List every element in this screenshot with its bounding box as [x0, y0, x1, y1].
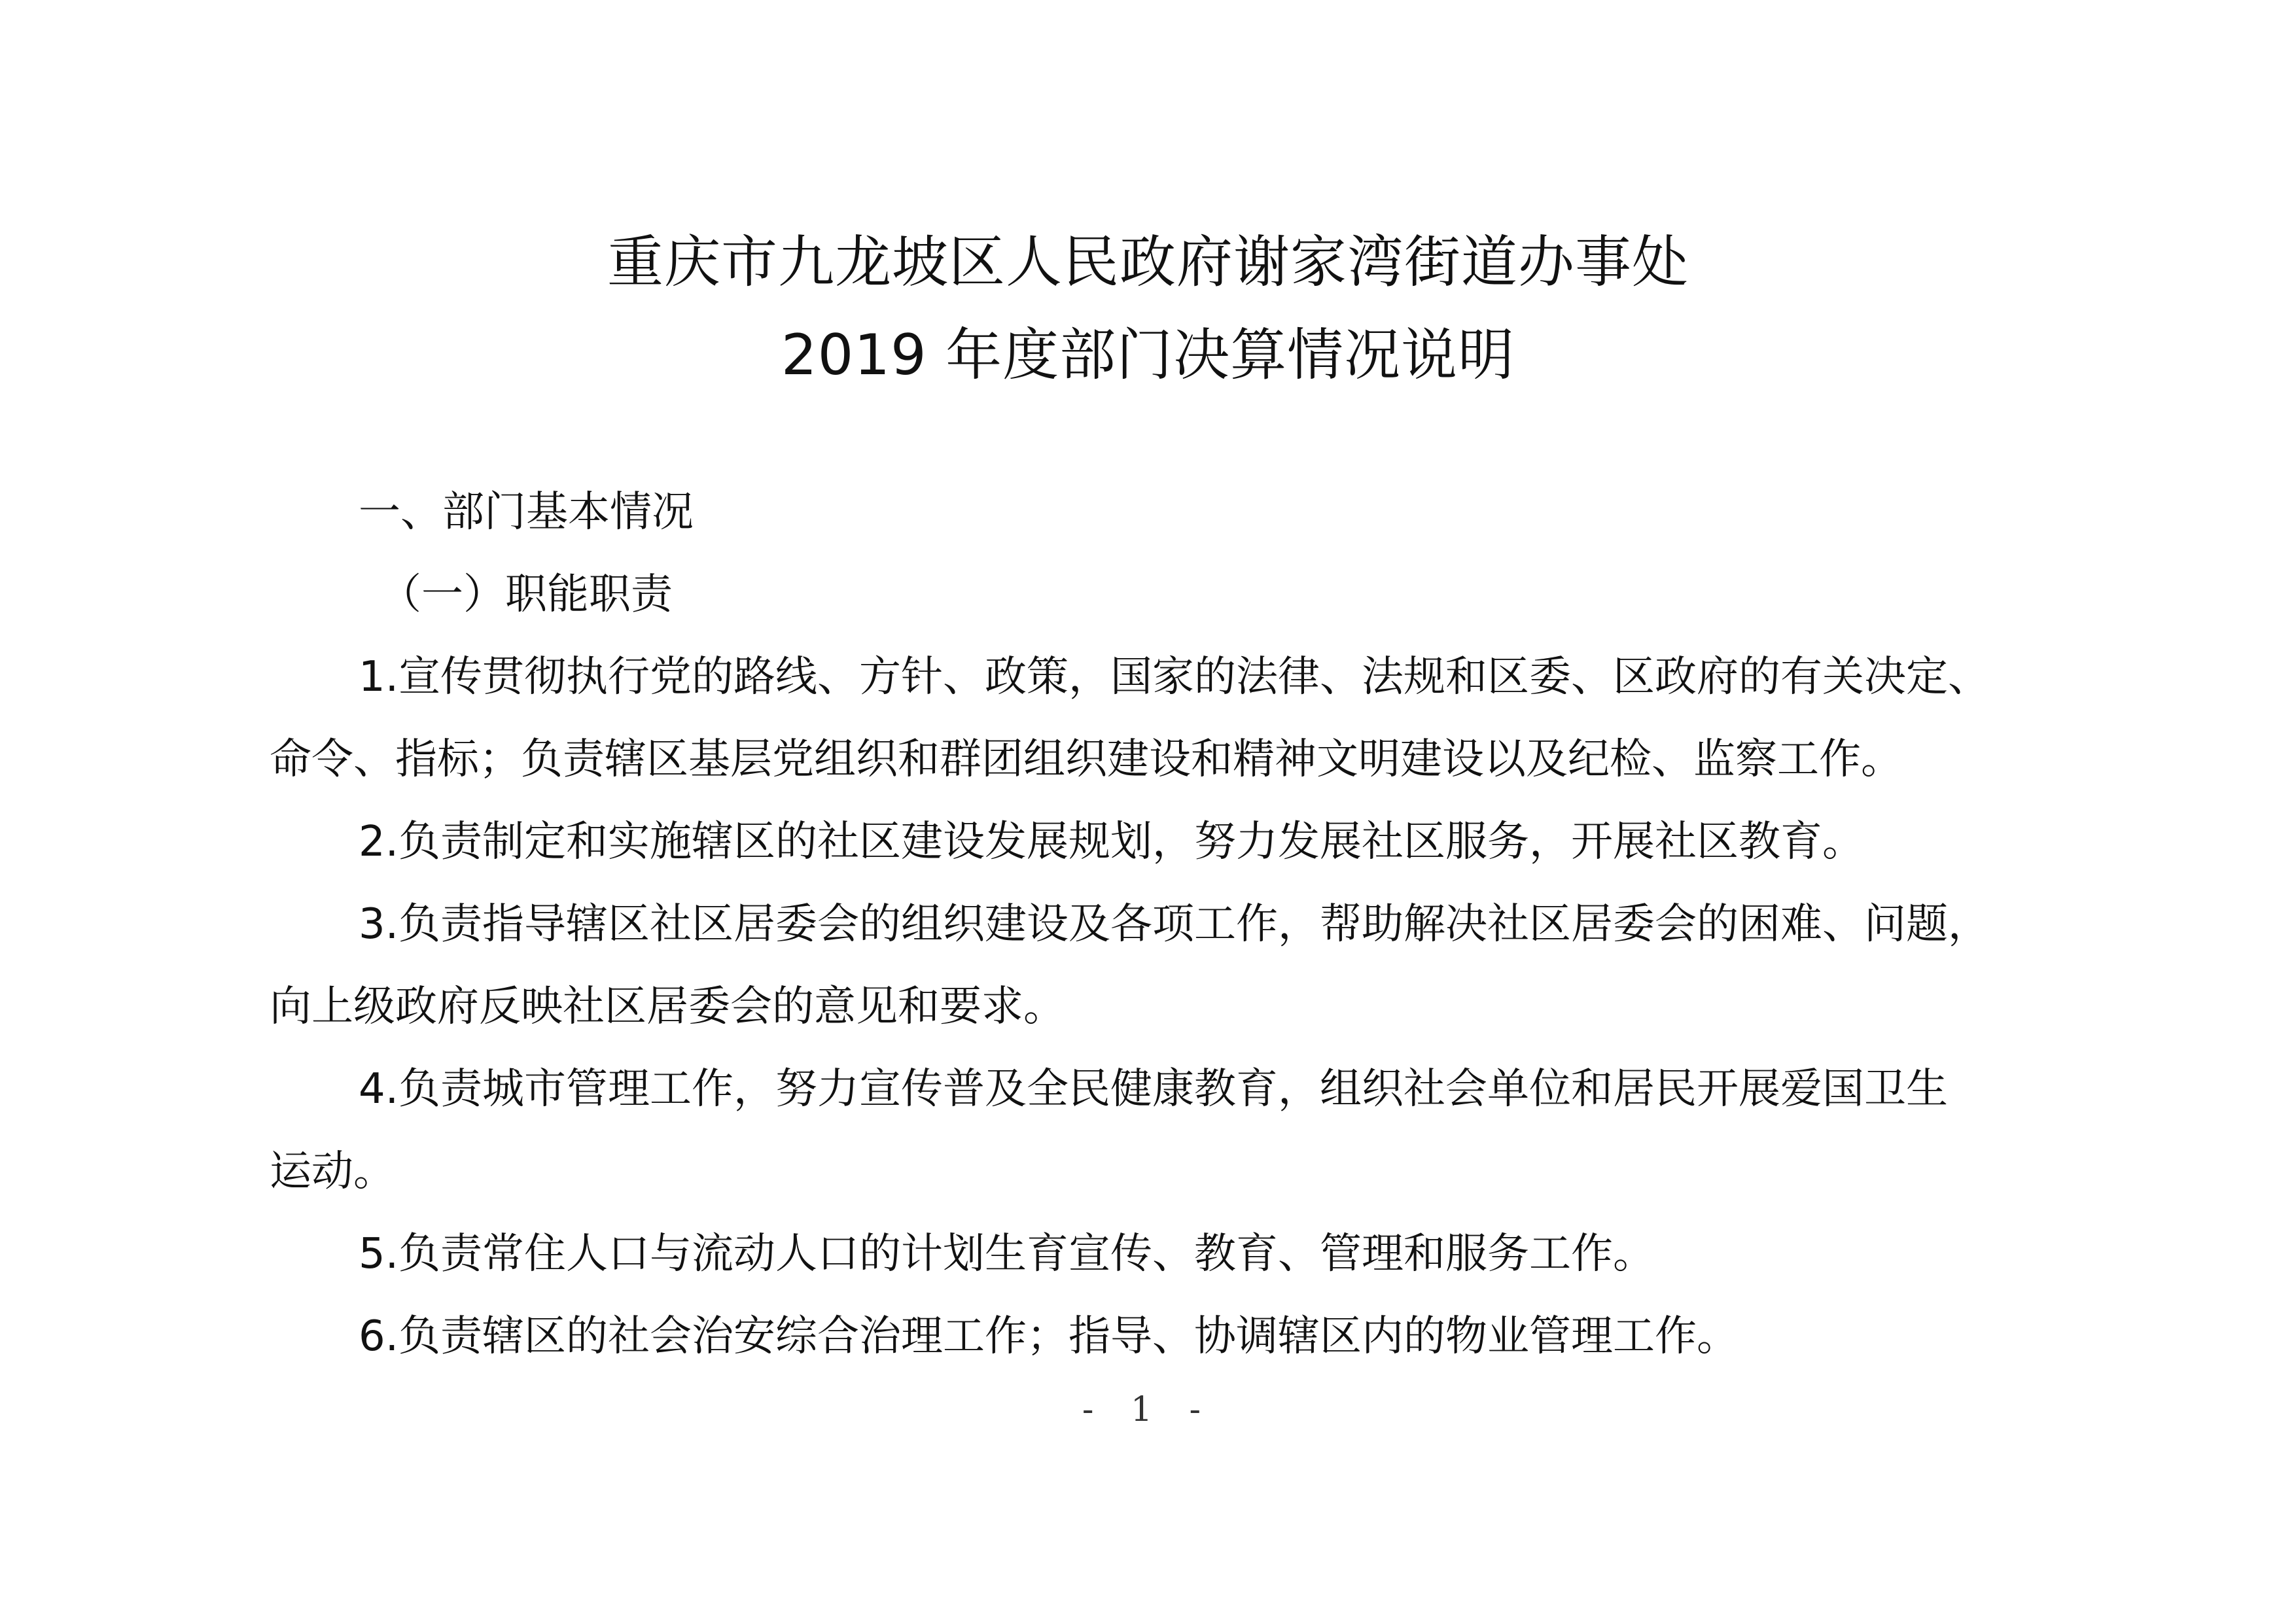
duty-item-1-line-1: 1.宣传贯彻执行党的路线、方针、政策，国家的法律、法规和区委、区政府的有关决定、 — [359, 653, 1990, 701]
duty-item-6-line-1: 6.负责辖区的社会治安综合治理工作；指导、协调辖区内的物业管理工作。 — [359, 1312, 1739, 1361]
duty-item-5-line-1: 5.负责常住人口与流动人口的计划生育宣传、教育、管理和服务工作。 — [359, 1230, 1655, 1278]
duty-item-1-line-2: 命令、指标；负责辖区基层党组织和群团组织建设和精神文明建设以及纪检、监察工作。 — [270, 735, 1903, 784]
duty-item-2-line-1: 2.负责制定和实施辖区的社区建设发展规划，努力发展社区服务，开展社区教育。 — [359, 818, 1865, 866]
duty-item-4-line-1: 4.负责城市管理工作，努力宣传普及全民健康教育，组织社会单位和居民开展爱国卫生 — [359, 1065, 1949, 1113]
page-number: - 1 - — [1082, 1390, 1214, 1429]
document-body — [270, 471, 2036, 1378]
duty-item-4-line-2: 运动。 — [270, 1147, 395, 1196]
section-heading: 一、部门基本情况 — [359, 488, 694, 536]
subsection-heading: （一）职能职责 — [380, 570, 673, 619]
title-line-1: 重庆市九龙坡区人民政府谢家湾街道办事处 — [607, 230, 1689, 295]
duty-item-3-line-2: 向上级政府反映社区居委会的意见和要求。 — [270, 983, 1065, 1031]
document-title — [0, 216, 2296, 402]
title-line-2: 2019 年度部门决算情况说明 — [781, 323, 1515, 388]
duty-item-3-line-1: 3.负责指导辖区社区居委会的组织建设及各项工作，帮助解决社区居委会的困难、问题， — [359, 900, 1990, 949]
